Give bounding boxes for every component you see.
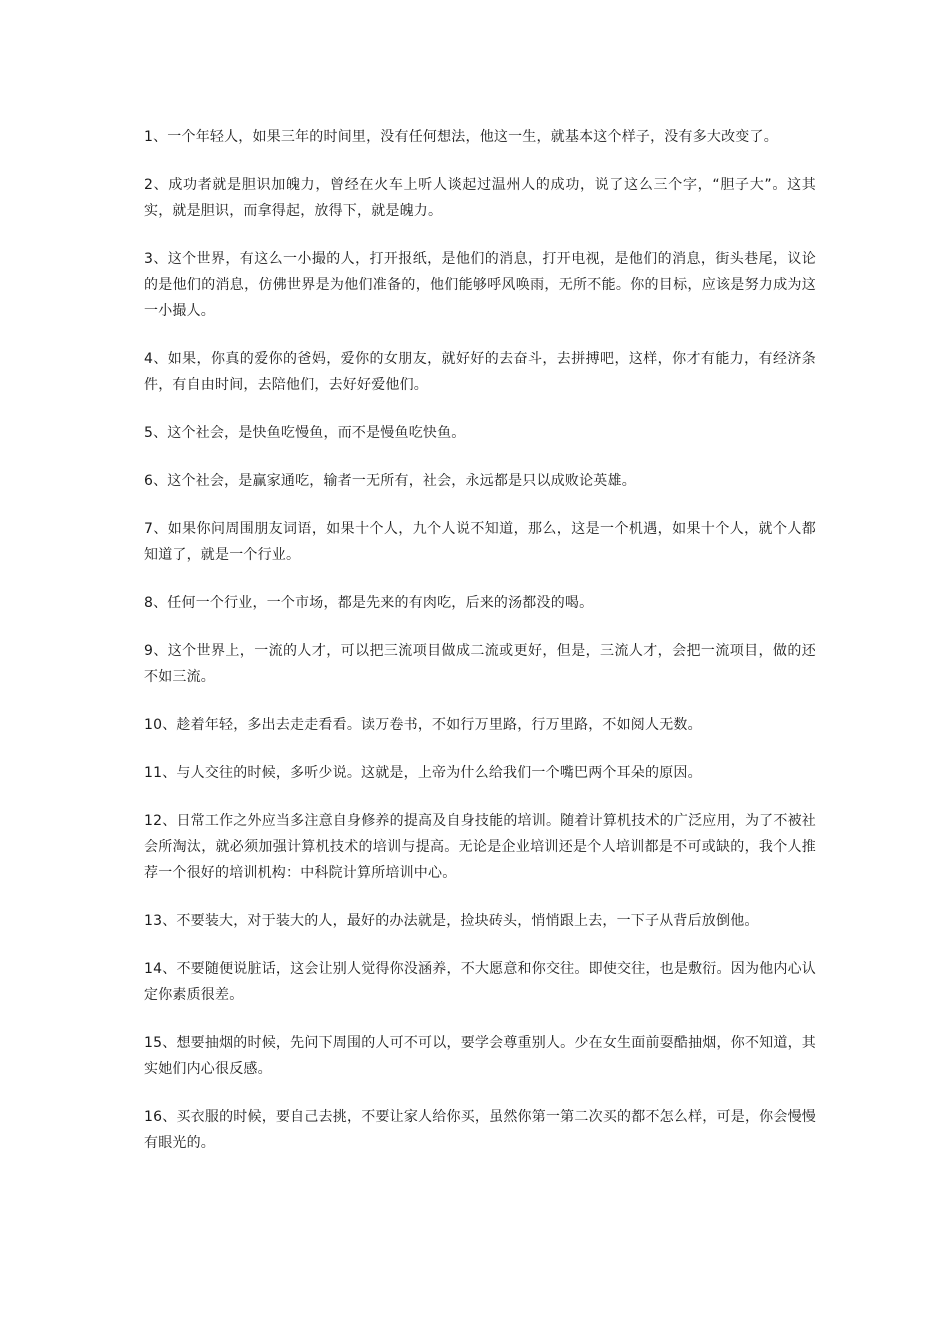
paragraph-12: 12、日常工作之外应当多注意自身修养的提高及自身技能的培训。随着计算机技术的广泛应用，为了不被社会所淘汰，就必须加强计算机技术的培训与提高。无论是企业培训还是个人培训都是不可或缺的，我个人推荐一个很好的培训机构：中科院计算所培训中心。 [144, 813, 816, 881]
paragraph-9: 9、这个世界上，一流的人才，可以把三流项目做成二流或更好，但是，三流人才，会把一流项目，做的还不如三流。 [144, 643, 816, 685]
paragraph-3: 3、这个世界，有这么一小撮的人，打开报纸，是他们的消息，打开电视，是他们的消息，街头巷尾，议论的是他们的消息，仿佛世界是为他们准备的，他们能够呼风唤雨，无所不能。你的目标，应该是努力成为这一小撮人。 [144, 251, 816, 319]
paragraph-5: 5、这个社会，是快鱼吃慢鱼，而不是慢鱼吃快鱼。 [144, 425, 466, 441]
paragraph-7: 7、如果你问周围朋友词语，如果十个人，九个人说不知道，那么，这是一个机遇，如果十个人，就个人都知道了，就是一个行业。 [144, 521, 816, 563]
paragraph-1: 1、一个年轻人，如果三年的时间里，没有任何想法，他这一生，就基本这个样子，没有多大改变了。 [144, 129, 778, 145]
paragraph-13: 13、不要装大，对于装大的人，最好的办法就是，捡块砖头，悄悄跟上去，一下子从背后放倒他。 [144, 913, 759, 929]
paragraph-11: 11、与人交往的时候，多听少说。这就是，上帝为什么给我们一个嘴巴两个耳朵的原因。 [144, 765, 702, 781]
paragraph-8: 8、任何一个行业，一个市场，都是先来的有肉吃，后来的汤都没的喝。 [144, 595, 594, 611]
paragraph-15: 15、想要抽烟的时候，先问下周围的人可不可以，要学会尊重别人。少在女生面前耍酷抽烟，你不知道，其实她们内心很反感。 [144, 1035, 816, 1077]
paragraph-10: 10、趁着年轻，多出去走走看看。读万卷书，不如行万里路，行万里路，不如阅人无数。 [144, 717, 702, 733]
paragraph-14: 14、不要随便说脏话，这会让别人觉得你没涵养，不大愿意和你交往。即使交往，也是敷衍。因为他内心认定你素质很差。 [144, 961, 816, 1003]
paragraph-6: 6、这个社会，是赢家通吃，输者一无所有，社会，永远都是只以成败论英雄。 [144, 473, 636, 489]
paragraph-16: 16、买衣服的时候，要自己去挑，不要让家人给你买，虽然你第一第二次买的都不怎么样，可是，你会慢慢有眼光的。 [144, 1109, 816, 1151]
paragraph-4: 4、如果，你真的爱你的爸妈，爱你的女朋友，就好好的去奋斗，去拼搏吧，这样，你才有能力，有经济条件，有自由时间，去陪他们，去好好爱他们。 [144, 351, 816, 393]
document-body [144, 124, 816, 1178]
paragraph-2: 2、成功者就是胆识加魄力，曾经在火车上听人谈起过温州人的成功，说了这么三个字，“胆子大”。这其实，就是胆识，而拿得起，放得下，就是魄力。 [144, 177, 816, 219]
